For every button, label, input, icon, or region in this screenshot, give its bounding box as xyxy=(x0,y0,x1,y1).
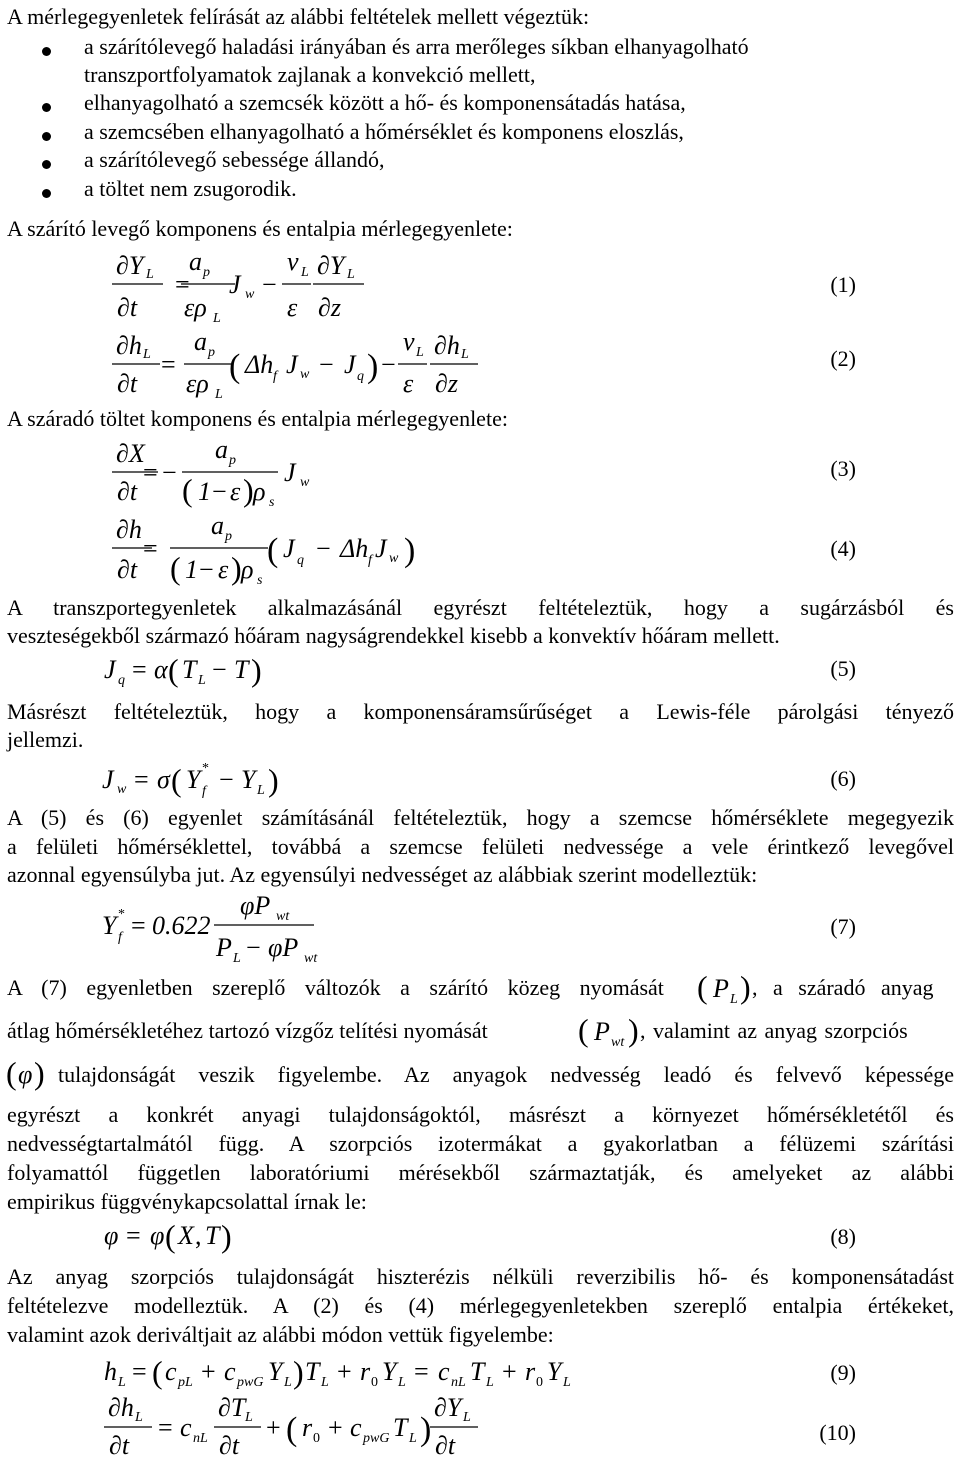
svg-text:L: L xyxy=(213,311,221,326)
svg-text:w: w xyxy=(389,551,399,566)
svg-text:J: J xyxy=(284,458,296,487)
svg-text:+: + xyxy=(502,1357,517,1386)
svg-text:c: c xyxy=(224,1357,236,1386)
svg-text:L: L xyxy=(463,1410,471,1425)
paragraph-line: Másrészt feltételeztük, hogy a komponensáramsűrűséget a Lewis-féle párolgási tényező xyxy=(7,699,954,724)
svg-text:wt: wt xyxy=(304,951,318,966)
svg-text:L: L xyxy=(563,1375,571,1390)
svg-text:pwG: pwG xyxy=(363,1431,390,1446)
svg-text:v: v xyxy=(287,247,299,276)
svg-text:1: 1 xyxy=(198,477,211,506)
svg-text:): ) xyxy=(367,348,379,385)
bullet-icon xyxy=(42,189,51,198)
svg-text:f: f xyxy=(118,930,122,945)
svg-text:wt: wt xyxy=(276,909,290,924)
svg-text:ε: ε xyxy=(218,555,229,584)
svg-text:Y: Y xyxy=(382,1357,397,1386)
svg-text:+: + xyxy=(328,1413,343,1442)
paragraph-line-continued: tulajdonságát veszik figyelembe. Az anyagok nedvesség leadó és felvevő képessége xyxy=(58,1062,954,1087)
svg-text:L: L xyxy=(257,783,265,798)
svg-text:*: * xyxy=(202,761,209,776)
svg-text:w: w xyxy=(117,782,127,797)
svg-text:wt: wt xyxy=(611,1035,625,1050)
svg-text:α: α xyxy=(154,655,168,684)
equation-8 xyxy=(0,1214,960,1254)
svg-text:=: = xyxy=(132,1357,147,1386)
svg-text:J: J xyxy=(344,350,356,379)
svg-text:L: L xyxy=(245,1410,253,1425)
equation-5 xyxy=(0,650,960,690)
svg-text:h: h xyxy=(104,1357,117,1386)
equation-6 xyxy=(0,756,960,800)
svg-text:pL: pL xyxy=(178,1375,193,1390)
svg-text:∂z: ∂z xyxy=(435,369,458,398)
svg-text:1: 1 xyxy=(185,555,198,584)
svg-text:(: ( xyxy=(229,348,241,385)
svg-text:J: J xyxy=(102,765,114,794)
svg-text:c: c xyxy=(165,1357,177,1386)
svg-text:(: ( xyxy=(286,1411,298,1448)
svg-text:T: T xyxy=(305,1357,320,1386)
bullet-icon xyxy=(42,47,51,56)
bullet-icon xyxy=(42,103,51,112)
svg-text:w: w xyxy=(245,287,255,302)
svg-text:): ) xyxy=(740,969,751,1005)
svg-text:L: L xyxy=(321,1375,329,1390)
svg-text:=: = xyxy=(134,765,149,794)
paragraph-line: A transzportegyenletek alkalmazásánál egyrészt feltételeztük, hogy a sugárzásból és xyxy=(7,595,954,620)
svg-text:Y: Y xyxy=(268,1357,283,1386)
svg-text:r: r xyxy=(360,1357,371,1386)
svg-text:v: v xyxy=(403,327,415,356)
svg-text:): ) xyxy=(420,1411,432,1448)
svg-text:−: − xyxy=(319,350,334,379)
svg-text:+: + xyxy=(337,1357,352,1386)
svg-text:=: = xyxy=(131,911,146,940)
svg-text:L: L xyxy=(143,347,151,362)
svg-text:L: L xyxy=(215,387,223,402)
svg-text:∂Y: ∂Y xyxy=(434,1393,462,1422)
svg-text:ε: ε xyxy=(230,477,241,506)
svg-text:(: ( xyxy=(267,532,279,569)
svg-text:L: L xyxy=(301,265,309,280)
paragraph-line: nedvességtartalmától függ. A szorpciós izotermákat a gyakorlatban a félüzemi szárítási xyxy=(7,1131,954,1156)
svg-text:+: + xyxy=(201,1357,216,1386)
svg-text:L: L xyxy=(398,1375,406,1390)
equation-3 xyxy=(0,435,960,510)
svg-text:q: q xyxy=(357,369,364,384)
svg-text:σ: σ xyxy=(157,765,170,794)
svg-text:φP: φP xyxy=(240,891,271,920)
svg-text:−: − xyxy=(381,350,396,379)
svg-text:f: f xyxy=(273,369,277,384)
svg-text:+: + xyxy=(266,1413,281,1442)
svg-text:Y: Y xyxy=(547,1357,562,1386)
svg-text:=: = xyxy=(161,350,176,379)
svg-text:q: q xyxy=(118,673,125,688)
sorption-coefficient: 0.622 xyxy=(152,911,211,940)
bullet-item: elhanyagolható a szemcsék között a hő- és komponensátadás hatása, xyxy=(84,90,686,115)
svg-text:T: T xyxy=(470,1357,485,1386)
svg-text:φP: φP xyxy=(268,933,299,962)
svg-text:): ) xyxy=(231,550,242,586)
svg-text:(: ( xyxy=(6,1055,17,1091)
svg-text:0: 0 xyxy=(371,1375,378,1390)
svg-text:ερ: ερ xyxy=(186,369,209,398)
svg-text:nL: nL xyxy=(451,1375,466,1390)
svg-text:(: ( xyxy=(171,762,182,798)
svg-text:ε: ε xyxy=(287,293,298,322)
svg-text:=: = xyxy=(143,534,158,563)
svg-text:L: L xyxy=(284,1375,292,1390)
svg-text:J: J xyxy=(375,534,387,563)
bullet-item-continued: transzportfolyamatok zajlanak a konvekció mellett, xyxy=(84,62,536,87)
svg-text:c: c xyxy=(438,1357,450,1386)
paragraph-line: veszteségekből származó hőáram nagyságrendekkel kisebb a konvektív hőáram mellett. xyxy=(7,623,780,648)
svg-text:J: J xyxy=(104,655,116,684)
bullet-item: a töltet nem zsugorodik. xyxy=(84,176,297,201)
svg-text:0: 0 xyxy=(313,1431,320,1446)
svg-text:f: f xyxy=(368,553,372,568)
svg-text:s: s xyxy=(269,495,275,510)
svg-text:): ) xyxy=(34,1055,45,1091)
paragraph-line: jellemzi. xyxy=(7,727,84,752)
svg-text:L: L xyxy=(135,1410,143,1425)
paragraph-line: feltételezve modelleztük. A (2) és (4) mérlegegyenletekben szereplő entalpia értékeket, xyxy=(7,1293,954,1318)
svg-text:w: w xyxy=(300,367,310,382)
svg-text:L: L xyxy=(347,267,355,282)
equation-4 xyxy=(0,511,960,589)
svg-text:φ: φ xyxy=(18,1060,33,1089)
svg-text:nL: nL xyxy=(193,1431,208,1446)
section-heading: A száradó töltet komponens és entalpia mérlegegyenlete: xyxy=(7,406,508,431)
svg-text:∂h: ∂h xyxy=(108,1393,134,1422)
svg-text:ρ: ρ xyxy=(241,555,254,584)
svg-text:c: c xyxy=(350,1413,362,1442)
equation-number: (5) xyxy=(830,656,856,681)
section-heading: A szárító levegő komponens és entalpia mérlegegyenlete: xyxy=(7,216,513,241)
svg-text:Δh: Δh xyxy=(340,534,369,563)
svg-text:): ) xyxy=(404,532,416,569)
paragraph-line: Az anyag szorpciós tulajdonságát hiszterézis nélküli reverzibilis hő- és komponensátadást xyxy=(7,1264,954,1289)
svg-text:∂h: ∂h xyxy=(434,331,460,360)
bullet-item: a szárítólevegő sebessége állandó, xyxy=(84,147,385,172)
equation-number: (10) xyxy=(819,1420,856,1445)
bullet-item: a szemcsében elhanyagolható a hőmérséklet és komponens eloszlás, xyxy=(84,119,684,144)
svg-text:T: T xyxy=(393,1413,408,1442)
svg-text:f: f xyxy=(202,784,206,799)
svg-text:): ) xyxy=(268,762,279,798)
svg-text:P: P xyxy=(594,1017,610,1046)
svg-text:r: r xyxy=(525,1357,536,1386)
svg-text:c: c xyxy=(180,1413,192,1442)
svg-text:J: J xyxy=(286,350,298,379)
svg-text:∂t: ∂t xyxy=(117,477,138,506)
svg-text:L: L xyxy=(730,992,738,1007)
bullet-icon xyxy=(42,132,51,141)
equation-number: (2) xyxy=(830,346,856,371)
paragraph-line: a felületi hőmérséklettel, továbbá a szemcse felületi nedvessége a vele érintkező levegővel xyxy=(7,834,954,859)
paragraph-line-continued: , valamint az anyag szorpciós xyxy=(640,1018,908,1043)
equation-10 xyxy=(0,1394,960,1463)
svg-text:): ) xyxy=(293,1354,304,1390)
svg-text:(: ( xyxy=(168,652,179,688)
svg-text:(: ( xyxy=(578,1012,589,1048)
equation-7 xyxy=(0,888,960,968)
equation-number: (7) xyxy=(830,914,856,939)
svg-text:=: = xyxy=(143,458,158,487)
svg-text:−: − xyxy=(212,477,227,506)
svg-text:L: L xyxy=(409,1431,417,1446)
equation-number: (4) xyxy=(830,536,856,561)
svg-text:Y: Y xyxy=(102,911,117,940)
svg-text:ε: ε xyxy=(403,369,414,398)
svg-text:T: T xyxy=(234,655,249,684)
svg-text:p: p xyxy=(225,529,232,544)
svg-text:L: L xyxy=(486,1375,494,1390)
paragraph-line: folyamattól független laboratóriumi mérésekből származtatják, és amelyeket az alábbi xyxy=(7,1160,954,1185)
svg-text:∂t: ∂t xyxy=(117,293,138,322)
svg-text:P: P xyxy=(216,933,232,962)
svg-text:X: X xyxy=(178,1221,194,1250)
equation-number: (9) xyxy=(830,1360,856,1385)
svg-text:q: q xyxy=(297,553,304,568)
svg-text:0: 0 xyxy=(536,1375,543,1390)
equation-number: (6) xyxy=(830,766,856,791)
svg-text:L: L xyxy=(233,951,241,966)
equation-number: (8) xyxy=(830,1224,856,1249)
svg-text:∂h: ∂h xyxy=(116,515,142,544)
equation-2 xyxy=(0,327,960,402)
svg-text:p: p xyxy=(229,453,236,468)
svg-text:=: = xyxy=(132,655,147,684)
svg-text:=: = xyxy=(158,1413,173,1442)
bullet-icon xyxy=(42,160,51,169)
svg-text:(: ( xyxy=(165,1218,176,1254)
svg-text:(: ( xyxy=(170,550,181,586)
svg-text:∂t: ∂t xyxy=(435,1431,456,1460)
svg-text:−: − xyxy=(219,765,234,794)
svg-text:−: − xyxy=(262,270,277,299)
paragraph-line: A (5) és (6) egyenlet számításánál feltételeztük, hogy a szemcse hőmérséklete megegyezik xyxy=(7,805,954,830)
svg-text:s: s xyxy=(257,573,263,588)
svg-text:∂T: ∂T xyxy=(218,1393,246,1422)
paragraph-line: empirikus függvénykapcsolattal írnak le: xyxy=(7,1189,367,1214)
equation-1 xyxy=(0,247,960,330)
svg-text:p: p xyxy=(208,345,215,360)
svg-text:−: − xyxy=(246,933,261,962)
svg-text:J: J xyxy=(283,534,295,563)
svg-text:Δh: Δh xyxy=(245,350,274,379)
svg-text:,: , xyxy=(195,1221,202,1250)
svg-text:∂z: ∂z xyxy=(318,293,341,322)
svg-text:r: r xyxy=(302,1413,313,1442)
svg-text:−: − xyxy=(199,555,214,584)
svg-text:∂t: ∂t xyxy=(109,1431,130,1460)
svg-text:(: ( xyxy=(152,1354,163,1390)
svg-text:L: L xyxy=(198,673,206,688)
svg-text:): ) xyxy=(221,1218,232,1254)
intro-text: A mérlegegyenletek felírását az alábbi feltételek mellett végeztük: xyxy=(7,4,590,29)
svg-text:pwG: pwG xyxy=(237,1375,264,1390)
paragraph-line: valamint azok deriváltjait az alábbi módon vettük figyelembe: xyxy=(7,1322,554,1347)
bullet-item: a szárítólevegő haladási irányában és arra merőleges síkban elhanyagolható xyxy=(84,34,749,59)
svg-text:): ) xyxy=(628,1012,639,1048)
svg-text:−: − xyxy=(212,655,227,684)
svg-text:∂h: ∂h xyxy=(116,331,142,360)
svg-text:L: L xyxy=(146,267,154,282)
svg-text:Y: Y xyxy=(186,765,201,794)
svg-text:=: = xyxy=(414,1357,429,1386)
svg-text:L: L xyxy=(461,347,469,362)
svg-text:∂X: ∂X xyxy=(116,439,145,468)
svg-text:P: P xyxy=(713,974,729,1003)
svg-text:T: T xyxy=(182,655,197,684)
equation-number: (1) xyxy=(830,272,856,297)
svg-text:Y: Y xyxy=(241,765,256,794)
svg-text:a: a xyxy=(194,327,207,356)
svg-text:∂t: ∂t xyxy=(117,369,138,398)
svg-text:∂t: ∂t xyxy=(117,555,138,584)
svg-text:): ) xyxy=(251,652,262,688)
svg-text:ερ: ερ xyxy=(184,293,207,322)
paragraph-line-continued: , a száradó anyag xyxy=(752,975,934,1000)
paragraph-line: egyrészt a konkrét anyagi tulajdonságoktól, másrészt a környezet hőmérsékletétől és xyxy=(7,1102,954,1127)
svg-text:−: − xyxy=(316,534,331,563)
svg-text:∂Y: ∂Y xyxy=(116,251,144,280)
equation-9 xyxy=(0,1350,960,1390)
svg-text:J: J xyxy=(229,270,241,299)
svg-text:p: p xyxy=(203,265,210,280)
paragraph-line: átlag hőmérsékletéhez tartozó vízgőz telítési nyomását xyxy=(7,1018,488,1043)
paragraph-line: azonnal egyensúlyba jut. Az egyensúlyi nedvességet az alábbiak szerint modelleztük: xyxy=(7,862,758,887)
svg-text:φ: φ xyxy=(104,1221,119,1250)
svg-text:(: ( xyxy=(697,969,708,1005)
svg-text:φ: φ xyxy=(150,1221,165,1250)
paragraph-line: A (7) egyenletben szereplő változók a szárító közeg nyomását xyxy=(7,975,664,1000)
svg-text:L: L xyxy=(416,345,424,360)
svg-text:): ) xyxy=(243,472,254,508)
svg-text:−: − xyxy=(162,458,177,487)
svg-text:*: * xyxy=(118,907,125,922)
equation-number: (3) xyxy=(830,456,856,481)
svg-text:a: a xyxy=(215,435,228,464)
svg-text:=: = xyxy=(175,270,190,299)
svg-text:(: ( xyxy=(182,472,193,508)
svg-text:∂Y: ∂Y xyxy=(317,251,345,280)
svg-text:w: w xyxy=(300,475,310,490)
svg-text:a: a xyxy=(189,247,202,276)
svg-text:=: = xyxy=(126,1221,141,1250)
svg-text:ρ: ρ xyxy=(253,477,266,506)
svg-text:∂t: ∂t xyxy=(219,1431,240,1460)
svg-text:T: T xyxy=(205,1221,220,1250)
svg-text:a: a xyxy=(211,511,224,540)
svg-text:L: L xyxy=(118,1375,126,1390)
